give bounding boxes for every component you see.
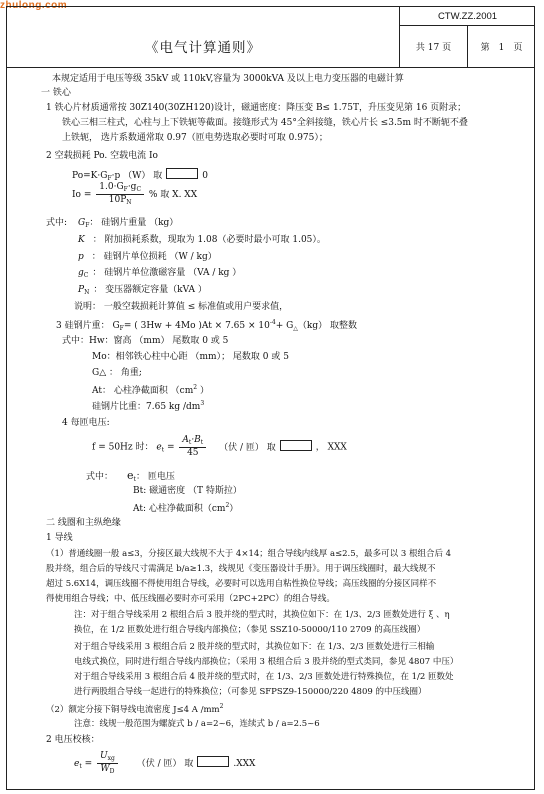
current-density: （2）额定分接下铜导线电流密度 J≤4 A $/mm^2$ (46, 703, 224, 715)
note2-line-6: 进行两股组合导线一起进行的特殊换位；（可参见 SFPSZ9-150000/220 4809 的中压线圈） (74, 687, 427, 697)
note2-line-4: 电线式换位，同时进行组合导线内部换位；（采用 3 根组合后 3 股并绕的型式类同，参见 4807 中压） (74, 657, 459, 667)
def-hw: 式中：Hw：窗高 （mm） 尾数取 0 或 5 (62, 336, 229, 346)
def-bt: Bt: 磁通密度 （T 特斯拉） (133, 486, 242, 496)
def-mo: Mo：相邻铁心柱中心距 （mm）； 尾数取 0 或 5 (92, 352, 289, 362)
section-2-heading: 二 线圈和主纵绝缘 (46, 518, 121, 528)
document-title: 《电气计算通则》 (145, 40, 261, 56)
item-1-line-1: 1 铁心片材质通常按 30Z140(30ZH120)设计，磁通密度：降压变 B≤ 1.75T，升压变见第 16 页附录； (46, 103, 467, 113)
definitions-label: 式中: (46, 218, 68, 228)
watermark-text: zhulong.com (0, 0, 68, 11)
def-k: K ： 附加损耗系数，现取为 1.08（必要时最小可取 1.05）。 (78, 235, 326, 245)
section-1-heading: 一 铁心 (41, 88, 71, 98)
formula-po: $Po=K\cdot G_F\cdot p$ （W） 取 0 (72, 168, 208, 182)
p1-line-4: 得使用组合导线；中、低压线圈必要时亦可采用（2PC+2PC）的组合导线。 (46, 594, 335, 604)
doc-code: CTW.ZZ.2001 (399, 7, 535, 26)
item-1-line-3: 上铁轭， 选片系数通常取 0.97（匝电势选取必要时可取 0.975）； (62, 133, 328, 143)
intro-paragraph: 本规定适用于电压等级 35kV 或 110kV,容量为 3000kVA 及以上电力变压器的电磁计算 (52, 74, 404, 84)
et-defs-label: 式中： $e_t$： 匝电压 (86, 469, 175, 483)
input-box (197, 756, 229, 767)
formula-voltage: $e_t$ = $\frac{U_{xg}}{W_D}$ （伏 / 匝） 取 .XXX (74, 751, 256, 775)
note-noload: 说明： 一般空载损耗计算值 ≤ 标准值或用户要求值， (74, 302, 289, 312)
item-2-heading: 2 空载损耗 Po. 空载电流 Io (46, 151, 158, 161)
def-at-2: At: 心柱净截面积$(cm^2)$ (133, 502, 239, 514)
page-number: 第 1 页 (467, 25, 535, 67)
item-1-line-2: 铁心三相三柱式，心柱与上下铁轭等截面。接缝形式为 45°全斜接缝，铁心片长 ≤3.5m 时不断轭不叠 (62, 118, 468, 128)
p1-line-1: （1）普通线圈一般 a≤3，分接区最大线规不大于 4×14；组合导线内线厚 a≤2.5，最多可以 3 根组合后 4 (46, 549, 452, 559)
note2-line-3: 对于组合导线采用 3 根组合后 2 股并绕的型式时，其换位如下：在 1/3、2/3 匝数处进行三相输 (74, 642, 435, 652)
def-g-delta: G△ ： 角重; (92, 368, 142, 378)
def-p: p ： 硅钢片单位损耗 （W / kg） (78, 252, 217, 262)
input-box (280, 440, 312, 451)
total-pages: 共 17 页 (415, 42, 452, 53)
page-info (399, 25, 535, 67)
p1-line-3: 超过 5.6X14，调压线圈不得使用组合导线，必要时可以选用自粘性换位导线；高压线圈的分接区同样不 (46, 579, 437, 589)
formula-io: Io = $\frac{1.0\cdot G_F\cdot g_C}{10P_N}$ % 取 X. XX (72, 182, 198, 206)
formula-weight: 3 硅钢片重： $G_F=$ ( 3Hw + 4Mo )$At \times 7.65 \times 10^{-4}+ G_\triangle(kg)$ 取整数 (56, 319, 357, 332)
def-at: At： 心柱净截面积 （$cm^2$ ） (92, 384, 209, 396)
input-box (166, 168, 198, 179)
def-pn: $P_N$ ： 变压器额定容量（kVA ） (78, 285, 207, 296)
def-gf: $G_F$： 硅钢片重量 （kg） (78, 218, 179, 229)
note2-line-5: 对于组合导线采用 3 根组合后 4 股并绕的型式时，在 1/3、2/3 匝数处进行特殊换位，在 1/2 匝数处 (74, 672, 454, 682)
p1-line-2: 股并绕，组合后的导线尺寸需满足 b/a≥1.3，线规见《变压器设计手册》。用于调压线圈时，最大线规不 (46, 564, 436, 574)
def-density: 硅钢片比重：7.65 kg $/dm^3$ (92, 400, 205, 412)
note2-line-1: 注：对于组合导线采用 2 根组合后 3 股并绕的型式时，其换位如下：在 1/3、2/3 匝数处进行 ξ 、η (74, 610, 450, 620)
note3: 注意：线规一般范围为螺旋式 b / a=2~6，连续式 b / a=2.5~6 (74, 719, 320, 729)
conductor-heading: 1 导线 (46, 533, 73, 543)
formula-et: f = 50Hz 时： $e_t$ = $\frac{A_t\cdot B_t}{45}$ （伏 / 匝） 取 ， XXX (92, 435, 347, 458)
item-4-heading: 4 每匝电压: (62, 418, 110, 428)
header-divider (7, 67, 534, 68)
note2-line-2: 换位，在 1/2 匝数处进行组合导线内部换位；（参见 SSZ10-50000/110 2709 的高压线圈） (74, 625, 426, 635)
def-gc: $g_C$ ： 硅钢片单位激磁容量 （VA / kg ） (78, 268, 242, 279)
voltage-check-heading: 2 电压校核： (46, 735, 100, 745)
